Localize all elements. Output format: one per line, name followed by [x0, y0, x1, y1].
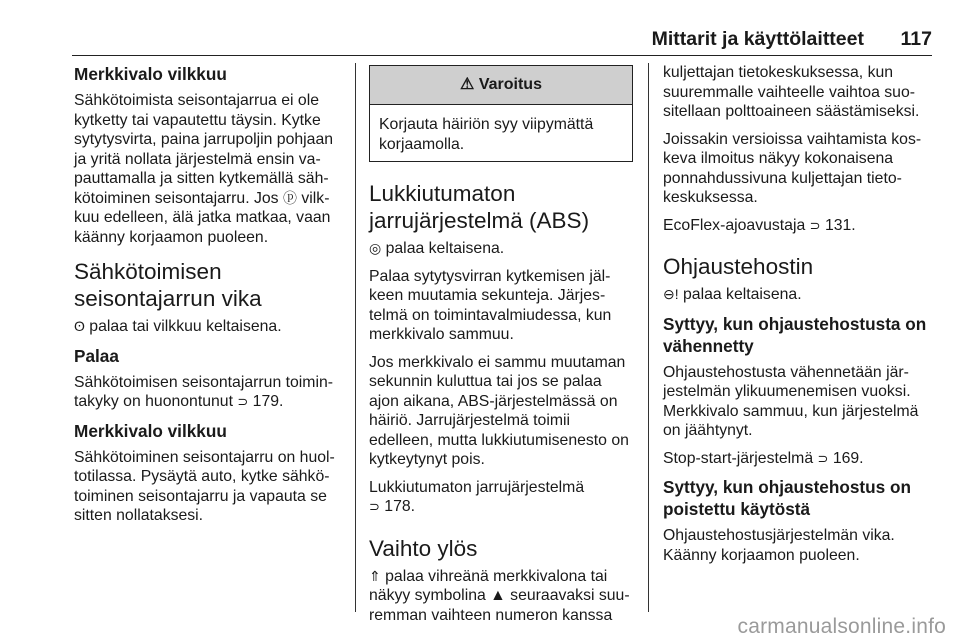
- paragraph-abs-startup: Palaa sytytysvirran kytkemisen jälkeen muutamia sekunteja. Järjestelmä on toimintavalmiudessa, kun merkkivalo sammuu.: [369, 267, 612, 343]
- warning-box: [369, 65, 633, 162]
- paragraph-abs-fault: Jos merkkivalo ei sammu muutaman sekunnin kuluttua tai jos se palaa ajon aikana, ABS-järjestelmässä on häiriö. Jarrujärjestelmä toimii edelleen, mutta lukkiutumisenesto on kytkeytynyt pois.: [369, 353, 629, 468]
- warning-header: [370, 66, 632, 105]
- page-reference-icon: ⊃: [237, 394, 249, 409]
- power-steering-icon: ⊖!: [663, 286, 679, 302]
- page-reference-icon: ⊃: [817, 450, 829, 466]
- column-right: [663, 63, 933, 573]
- paragraph-abs-reference: Lukkiutumaton jarrujärjestelmä ⊃ 178.: [369, 478, 585, 515]
- page-title: Mittarit ja käyttölaitteet: [651, 28, 864, 50]
- page-reference-link[interactable]: 179.: [252, 393, 284, 410]
- page-header: [72, 0, 932, 58]
- page-reference-link[interactable]: 169.: [832, 449, 864, 467]
- subheading-steering-disabled: Syttyy, kun ohjaustehostus on poistettu käytöstä: [663, 477, 911, 519]
- paragraph-upshift-popup: Joissakin versioissa vaihtamista koskeva ilmoitus näkyy kokonaisena ponnahdussivuna kuljettajan tietokeskuksessa.: [663, 130, 922, 206]
- upshift-icon: ⇑: [369, 567, 381, 584]
- subheading-illuminated: Palaa: [74, 345, 119, 366]
- section-title-abs: Lukkiutumaton jarrujärjestelmä (ABS): [369, 181, 590, 233]
- section-title-upshift: Vaihto ylös: [369, 535, 478, 561]
- paragraph-steering-disabled: Ohjaustehostusjärjestelmän vika. Käänny korjaamon puoleen.: [663, 527, 895, 564]
- abs-icon: ◎: [369, 240, 382, 256]
- warning-triangle-icon: ⚠: [460, 76, 475, 93]
- paragraph-fault-indicator: ʘ palaa tai vilkkuu keltaisena.: [74, 318, 282, 335]
- column-middle: [369, 63, 633, 633]
- paragraph-abs-indicator: ◎ palaa keltaisena.: [369, 240, 505, 257]
- subheading-steering-reduced: Syttyy, kun ohjaustehostusta on vähennetty: [663, 313, 927, 356]
- header-divider: [72, 55, 932, 56]
- column-divider-right: [648, 63, 649, 612]
- paragraph-service-mode: Sähkötoiminen seisontajarru on huoltotilassa. Pysäytä auto, kytke sähkötoiminen seisontajarru ja vapauta se sitten nollataksesi.: [74, 448, 335, 524]
- watermark: carmanualsonline.info: [737, 615, 946, 638]
- warning-text: Korjauta häiriön syy viipymättä korjaamolla.: [379, 116, 594, 153]
- page-number: 117: [900, 28, 932, 50]
- paragraph-ecoflex-reference: EcoFlex-ajoavustaja ⊃ 131.: [663, 216, 856, 234]
- column-left: [74, 63, 344, 534]
- paragraph-parking-brake-not-engaged: Sähkötoimista seisontajarrua ei ole kytketty tai vapautettu täysin. Kytke sytytysvirta, paina jarrupoljin pohjaan ja yritä nollata järjestelmä ensin vapauttamalla ja sitten kytkemällä sähkötoiminen seisontajarru. Jos ⓟ vilkkuu edelleen, älä jatka matkaa, vaan käänny korjaamon puoleen.: [74, 92, 334, 246]
- paragraph-function-degraded: Sähkötoimisen seisontajarrun toimintakyky on huonontunut ⊃ 179.: [74, 373, 334, 410]
- paragraph-upshift: ⇑ palaa vihreänä merkkivalona tai näkyy symbolina ▲ seuraavaksi suuremman vaihteen numeron kanssa: [369, 567, 630, 624]
- section-title-power-steering: Ohjaustehostin: [663, 254, 814, 279]
- section-title-parking-brake-fault: Sähkötoimisen seisontajarrun vika: [74, 259, 262, 311]
- paragraph-steering-reduced: Ohjaustehostusta vähennetään järjestelmän ylikuumenemisen vuoksi. Merkkivalo sammuu, kun järjestelmä on jäähtynyt.: [663, 363, 919, 439]
- paragraph-stop-start-reference: Stop-start-järjestelmä ⊃ 169.: [663, 449, 864, 467]
- page-reference-link[interactable]: 131.: [824, 216, 856, 234]
- page-reference-link[interactable]: 178.: [384, 498, 416, 515]
- paragraph-steering-indicator: ⊖! palaa keltaisena.: [663, 286, 802, 303]
- page-reference-icon: ⊃: [809, 217, 821, 233]
- parking-brake-icon: ⓟ: [282, 189, 297, 206]
- warning-title: Varoitus: [478, 76, 542, 93]
- subheading-blinking-light: Merkkivalo vilkkuu: [74, 64, 227, 84]
- brake-fault-icon: ʘ: [74, 318, 85, 334]
- subheading-blinking-light-2: Merkkivalo vilkkuu: [74, 420, 227, 441]
- paragraph-upshift-continued: kuljettajan tietokeskuksessa, kun suuremmalle vaihteelle vaihtoa suositellaan polttoaineen säästämiseksi.: [663, 64, 920, 120]
- page-reference-icon: ⊃: [369, 499, 380, 514]
- column-divider-left: [355, 63, 356, 612]
